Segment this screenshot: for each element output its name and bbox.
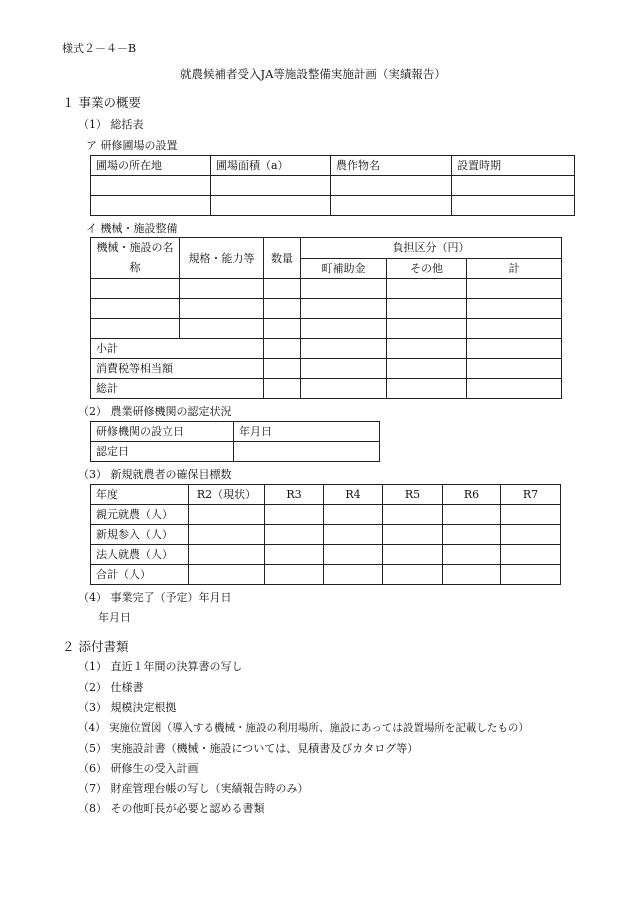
table-cell[interactable]: [443, 545, 501, 565]
table-row: [91, 525, 561, 545]
table-cell[interactable]: [501, 545, 561, 565]
header-cell: 町補助金: [301, 258, 387, 279]
section-2-heading: ２ 添付書類: [62, 639, 129, 654]
table-cell[interactable]: [383, 565, 443, 585]
table-cell[interactable]: [180, 279, 264, 299]
table-cell[interactable]: [234, 442, 380, 462]
document-title: 就農候補者受入JA等施設整備実施計画（実績報告）: [180, 67, 446, 81]
table-cell[interactable]: [501, 525, 561, 545]
table-cell[interactable]: [331, 196, 452, 216]
table-row: [91, 279, 562, 299]
table-row: [91, 196, 575, 216]
table-cell[interactable]: [467, 319, 562, 339]
header-cell: 計: [467, 258, 562, 279]
header-cell: R3: [265, 485, 324, 505]
equipment-table: [90, 237, 562, 399]
table-cell[interactable]: [301, 299, 387, 319]
table-cell[interactable]: [189, 565, 265, 585]
subsection-a-label: ア 研修圃場の設置: [86, 139, 178, 152]
row-label-subtotal: 小計: [91, 339, 264, 359]
table-cell[interactable]: [91, 176, 211, 196]
table-cell[interactable]: [383, 525, 443, 545]
list-item: （8） その他町長が必要と認める書類: [78, 802, 265, 815]
table-cell[interactable]: [91, 196, 211, 216]
section-1-4-label: （4） 事業完了（予定）年月日: [78, 591, 232, 604]
table-cell[interactable]: [324, 565, 383, 585]
section-1-3-label: （3） 新規就農者の確保目標数: [78, 468, 232, 481]
table-row: [91, 565, 561, 585]
table-cell[interactable]: [264, 319, 301, 339]
table-cell[interactable]: [324, 505, 383, 525]
table-cell[interactable]: [264, 359, 301, 379]
table-cell[interactable]: [91, 299, 180, 319]
row-label: 認定日: [91, 442, 234, 462]
table-cell[interactable]: [443, 565, 501, 585]
row-label: 合計（人）: [91, 565, 189, 585]
table-cell[interactable]: [91, 319, 180, 339]
row-label: 法人就農（人）: [91, 545, 189, 565]
table-row: [91, 319, 562, 339]
table-cell[interactable]: [467, 379, 562, 399]
table-cell[interactable]: [91, 279, 180, 299]
table-cell[interactable]: [189, 505, 265, 525]
header-cell: R4: [324, 485, 383, 505]
header-cell: R5: [383, 485, 443, 505]
row-label: 親元就農（人）: [91, 505, 189, 525]
table-cell[interactable]: [265, 565, 324, 585]
table-cell[interactable]: [301, 339, 387, 359]
list-item: （3） 規模決定根拠: [78, 701, 177, 714]
table-cell[interactable]: [264, 299, 301, 319]
table-cell[interactable]: [301, 359, 387, 379]
table-cell[interactable]: [324, 525, 383, 545]
table-row: [91, 176, 575, 196]
table-cell[interactable]: 年月日: [234, 422, 380, 442]
table-cell[interactable]: [387, 339, 467, 359]
table-cell[interactable]: [264, 279, 301, 299]
table-row: [91, 238, 562, 259]
table-cell[interactable]: [265, 505, 324, 525]
table-cell[interactable]: [180, 299, 264, 319]
table-cell[interactable]: [265, 545, 324, 565]
header-cell-name: 機械・施設の名 称: [91, 238, 180, 279]
table-cell[interactable]: [467, 339, 562, 359]
header-cell: 圃場面積（a）: [211, 156, 331, 176]
table-cell[interactable]: [331, 176, 452, 196]
table-row: [91, 339, 562, 359]
table-cell[interactable]: [301, 319, 387, 339]
header-cell: 圃場の所在地: [91, 156, 211, 176]
table-cell[interactable]: [189, 545, 265, 565]
table-cell[interactable]: [387, 319, 467, 339]
header-cell: 負担区分（円）: [301, 238, 562, 259]
table-row: [91, 505, 561, 525]
subsection-b-label: イ 機械・施設整備: [86, 222, 178, 235]
table-cell[interactable]: [387, 379, 467, 399]
table-cell[interactable]: [467, 359, 562, 379]
table-cell[interactable]: [264, 339, 301, 359]
table-cell[interactable]: [452, 196, 575, 216]
table-cell[interactable]: [383, 545, 443, 565]
table-cell[interactable]: [211, 176, 331, 196]
table-row: [91, 422, 380, 442]
table-cell[interactable]: [324, 545, 383, 565]
table-cell[interactable]: [467, 279, 562, 299]
table-cell[interactable]: [452, 176, 575, 196]
table-row: [91, 379, 562, 399]
table-cell[interactable]: [501, 505, 561, 525]
section-1-2-label: （2） 農業研修機関の認定状況: [78, 405, 232, 418]
header-cell: 年度: [91, 485, 189, 505]
header-cell: 数量: [264, 238, 301, 279]
header-cell: R2（現状）: [189, 485, 265, 505]
header-cell: 規格・能力等: [180, 238, 264, 279]
table-row: [91, 442, 380, 462]
table-cell[interactable]: [301, 379, 387, 399]
table-cell[interactable]: [189, 525, 265, 545]
table-cell[interactable]: [265, 525, 324, 545]
row-label-grand-total: 総計: [91, 379, 264, 399]
form-code: 様式２－４－B: [62, 42, 137, 55]
section-1-1-label: （1） 総括表: [78, 118, 144, 131]
certification-table: [90, 421, 380, 462]
completion-date-value: 年月日: [98, 611, 131, 624]
table-row: [91, 156, 575, 176]
table-cell[interactable]: [180, 319, 264, 339]
row-label: 新規参入（人）: [91, 525, 189, 545]
table-cell[interactable]: [387, 359, 467, 379]
row-label: 研修機関の設立日: [91, 422, 234, 442]
list-item: （2） 仕様書: [78, 681, 144, 694]
list-item: （6） 研修生の受入計画: [78, 762, 199, 775]
table-cell[interactable]: [383, 505, 443, 525]
goals-table: [90, 484, 561, 585]
table-cell[interactable]: [501, 565, 561, 585]
header-cell: その他: [387, 258, 467, 279]
header-cell: R6: [443, 485, 501, 505]
table-cell[interactable]: [443, 525, 501, 545]
header-cell: R7: [501, 485, 561, 505]
header-cell: 農作物名: [331, 156, 452, 176]
list-item: （7） 財産管理台帳の写し（実績報告時のみ）: [78, 782, 309, 795]
table-cell[interactable]: [387, 279, 467, 299]
table-cell[interactable]: [387, 299, 467, 319]
table-row: [91, 299, 562, 319]
table-cell[interactable]: [301, 279, 387, 299]
section-1-heading: １ 事業の概要: [62, 95, 141, 110]
list-item: （4） 実施位置図（導入する機械・施設の利用場所、施設にあっては設置場所を記載したもの）: [78, 722, 529, 734]
list-item: （5） 実施設計書（機械・施設については、見積書及びカタログ等）: [78, 742, 419, 755]
table-cell[interactable]: [467, 299, 562, 319]
list-item: （1） 直近１年間の決算書の写し: [78, 660, 243, 673]
table-row: [91, 545, 561, 565]
table-row: [91, 359, 562, 379]
row-label-tax: 消費税等相当額: [91, 359, 264, 379]
table-cell[interactable]: [211, 196, 331, 216]
field-table: [90, 155, 575, 216]
table-cell[interactable]: [264, 379, 301, 399]
table-row: [91, 485, 561, 505]
table-cell[interactable]: [443, 505, 501, 525]
header-cell: 設置時期: [452, 156, 575, 176]
